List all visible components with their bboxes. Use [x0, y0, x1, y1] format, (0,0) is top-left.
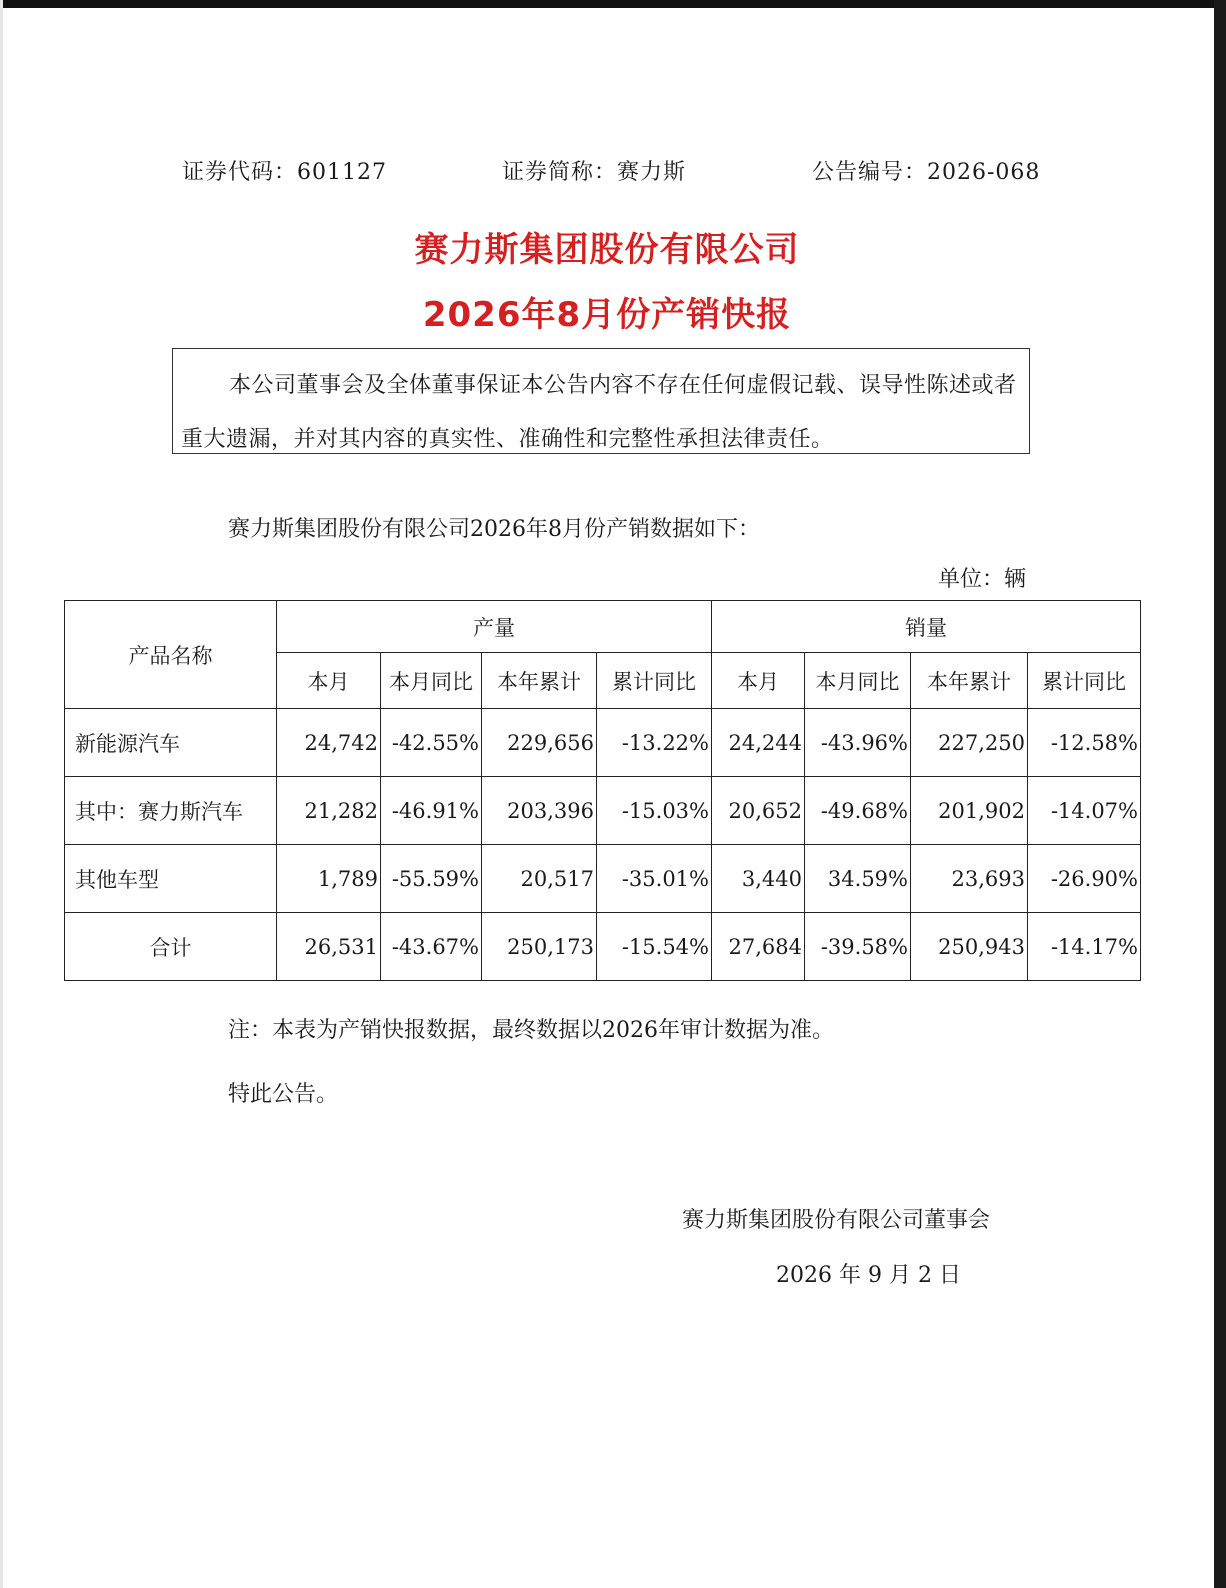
company-title: 赛力斯集团股份有限公司 [414, 230, 800, 270]
row-name: 新能源汽车 [65, 709, 277, 777]
table-cell: 27,684 [712, 913, 805, 981]
table-cell: -46.91% [381, 777, 482, 845]
table-note: 注：本表为产销快报数据，最终数据以2026年审计数据为准。 [228, 1018, 834, 1043]
sub-header: 本年累计 [482, 653, 597, 709]
table-cell: 1,789 [277, 845, 381, 913]
signature-date: 2026 年 9 月 2 日 [776, 1263, 961, 1288]
table-cell: -13.22% [597, 709, 712, 777]
report-title: 2026年8月份产销快报 [422, 295, 792, 335]
sub-header: 本月 [277, 653, 381, 709]
declaration-box: 本公司董事会及全体董事保证本公告内容不存在任何虚假记载、误导性陈述或者重大遗漏，并对其内容的真实性、准确性和完整性承担法律责任。 [172, 348, 1030, 454]
sub-header: 本月同比 [805, 653, 911, 709]
right-border [1214, 0, 1226, 1588]
securities-abbreviation: 证券简称：赛力斯 [502, 160, 687, 185]
table-cell: 201,902 [911, 777, 1028, 845]
table-cell: 23,693 [911, 845, 1028, 913]
table-cell: -35.01% [597, 845, 712, 913]
sub-header: 本月 [712, 653, 805, 709]
table-total-row [65, 913, 1141, 981]
row-name: 其中：赛力斯汽车 [65, 777, 277, 845]
row-name: 其他车型 [65, 845, 277, 913]
production-sales-table [64, 600, 1141, 981]
table-group-header-row [65, 601, 1141, 653]
production-header: 产量 [277, 601, 712, 653]
table-cell: -14.07% [1028, 777, 1141, 845]
table-cell: -55.59% [381, 845, 482, 913]
table-row [65, 777, 1141, 845]
table-cell: 24,244 [712, 709, 805, 777]
sub-header: 累计同比 [597, 653, 712, 709]
notice-number: 公告编号：2026-068 [812, 160, 1041, 185]
table-cell: 20,652 [712, 777, 805, 845]
sub-header: 本月同比 [381, 653, 482, 709]
sales-header: 销量 [712, 601, 1141, 653]
table-cell: 229,656 [482, 709, 597, 777]
top-border [0, 0, 1226, 8]
table-cell: 250,943 [911, 913, 1028, 981]
table-cell: -43.96% [805, 709, 911, 777]
table-row [65, 709, 1141, 777]
sub-header: 累计同比 [1028, 653, 1141, 709]
table-cell: -49.68% [805, 777, 911, 845]
sub-header: 本年累计 [911, 653, 1028, 709]
table-cell: -43.67% [381, 913, 482, 981]
table-cell: 20,517 [482, 845, 597, 913]
table-cell: 24,742 [277, 709, 381, 777]
table-cell: -39.58% [805, 913, 911, 981]
signature-board: 赛力斯集团股份有限公司董事会 [682, 1208, 991, 1233]
table-cell: 250,173 [482, 913, 597, 981]
closing-statement: 特此公告。 [228, 1082, 339, 1107]
table-cell: 203,396 [482, 777, 597, 845]
table-cell: 26,531 [277, 913, 381, 981]
table-cell: -42.55% [381, 709, 482, 777]
table-cell: 3,440 [712, 845, 805, 913]
table-cell: -15.03% [597, 777, 712, 845]
intro-text: 赛力斯集团股份有限公司2026年8月份产销数据如下： [228, 517, 760, 542]
table-cell: -15.54% [597, 913, 712, 981]
document-header [182, 155, 1041, 185]
table-cell: -14.17% [1028, 913, 1141, 981]
unit-label: 单位：辆 [937, 567, 1026, 592]
table-cell: -12.58% [1028, 709, 1141, 777]
table-cell: 34.59% [805, 845, 911, 913]
row-name: 合计 [65, 913, 277, 981]
table-cell: 227,250 [911, 709, 1028, 777]
table-cell: 21,282 [277, 777, 381, 845]
table-cell: -26.90% [1028, 845, 1141, 913]
table-row [65, 845, 1141, 913]
product-name-header: 产品名称 [65, 601, 277, 709]
securities-code: 证券代码：601127 [182, 160, 387, 185]
